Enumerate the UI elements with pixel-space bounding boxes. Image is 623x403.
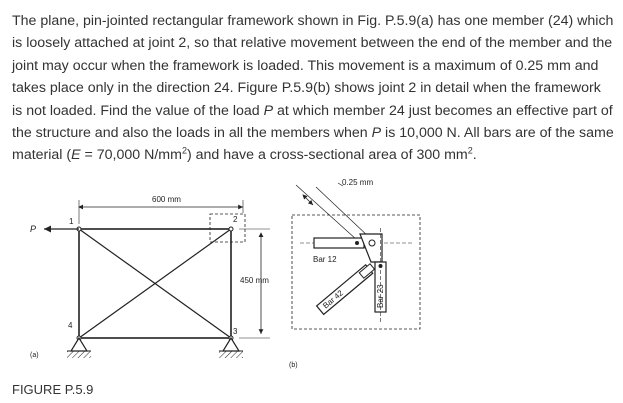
bar-23-label: Bar 23 — [376, 284, 385, 308]
subfigure-a-label: (a) — [30, 352, 39, 359]
figure-caption: FIGURE P.5.9 — [12, 382, 94, 397]
figure-b — [289, 178, 420, 369]
figure-a — [30, 195, 270, 359]
height-label: 450 mm — [240, 276, 269, 285]
bar-12-label: Bar 12 — [313, 255, 337, 264]
bar-42 — [317, 262, 376, 314]
pin-support-4 — [67, 338, 91, 358]
joint-1-label: 1 — [69, 217, 74, 226]
subfigure-b-label: (b) — [289, 362, 298, 369]
joint-4-label: 4 — [68, 321, 73, 330]
pin-support-3 — [219, 338, 243, 358]
joint-3-label: 3 — [233, 327, 238, 336]
load-label: P — [30, 224, 37, 234]
gap-label: 0.25 mm — [342, 178, 374, 187]
detail-border — [292, 215, 420, 329]
width-label: 600 mm — [152, 195, 181, 204]
bar-42-label: Bar 42 — [321, 288, 345, 311]
bar-12 — [313, 238, 364, 264]
joint-2-label: 2 — [233, 215, 238, 224]
joint-2-detail-box — [210, 214, 245, 242]
problem-statement: The plane, pin-jointed rectangular framework shown in Fig. P.5.9(a) has one member (24) which is loosely attached at joint 2, so that relative movement between the end of the member and the joint may occur when the framework is loaded. This movement is a maximum of 0.25 mm and takes place only in the direction 24. Figure P.5.9(b) shows joint 2 in detail when the framework is not loaded. Find the value of the load P at which member 24 just becomes an effective part of the structure and also the loads in all the members when P is 10,000 N. All bars are of the same material (E = 70,000 $N/mm^2$) and have a cross-sectional area of 300 $mm^2$. — [12, 13, 614, 164]
